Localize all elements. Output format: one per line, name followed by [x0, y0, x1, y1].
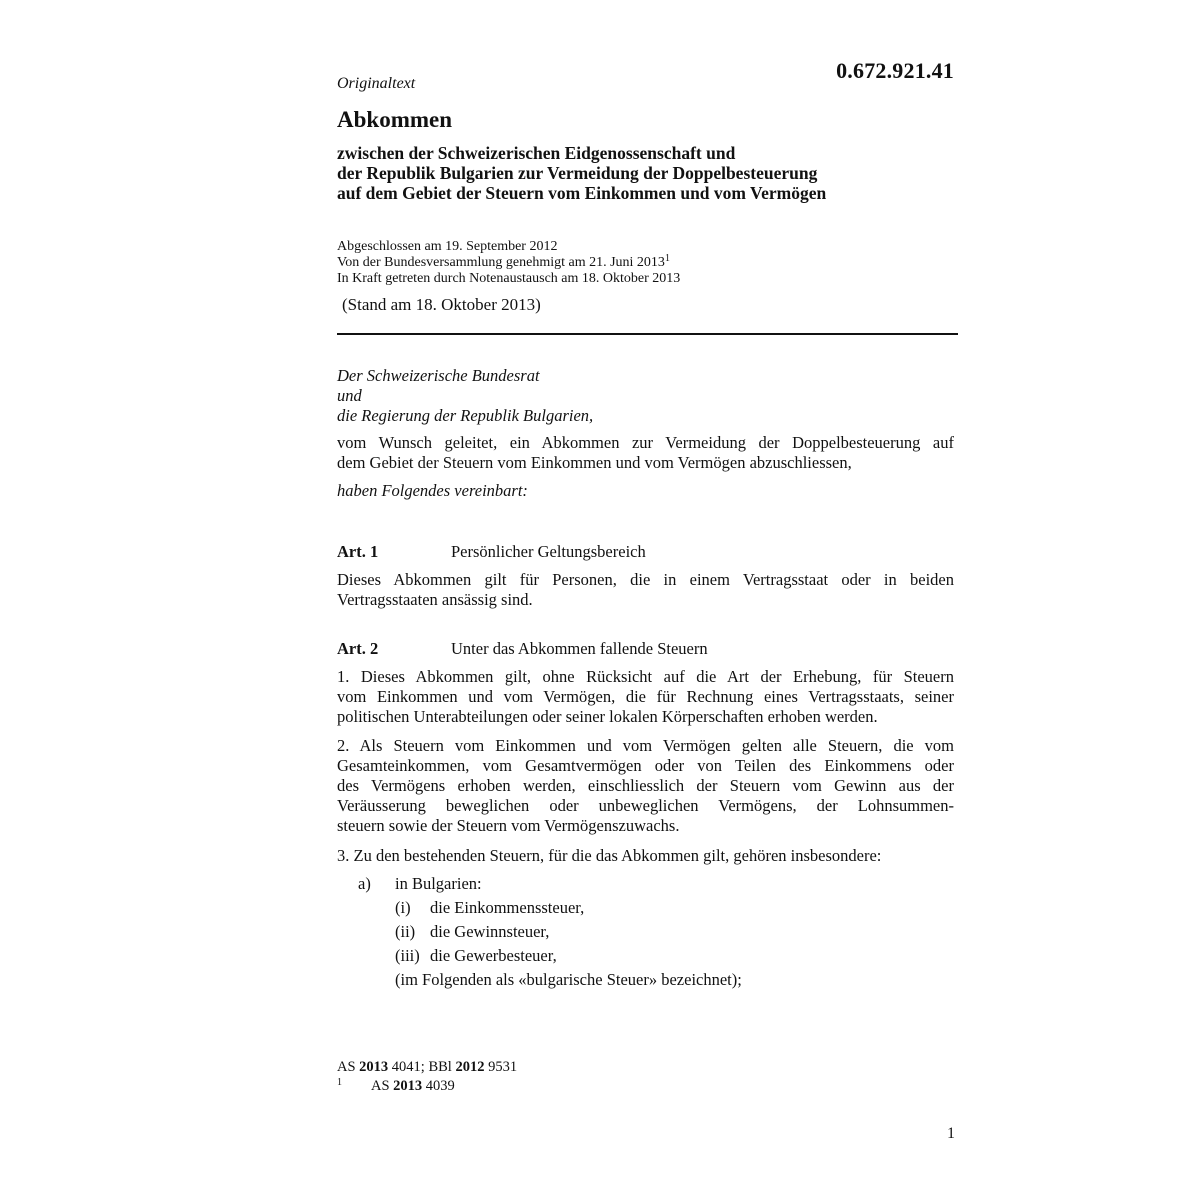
text-line: Veräusserung beweglichen oder unbeweglichen Vermögens, der Lohnsummen- [337, 796, 954, 815]
article-number: Art. 1 [337, 542, 379, 561]
source-text: 4041; BBl [388, 1059, 456, 1075]
text-line: Vertragsstaaten ansässig sind. [337, 590, 533, 609]
text-line: vom Einkommen und vom Vermögen, die für Rechnung eines Vertragsstaats, seiner [337, 687, 954, 706]
in-force-date: In Kraft getreten durch Notenaustausch am 18. Oktober 2013 [337, 271, 681, 286]
text-line: steuern sowie der Steuern vom Vermögenszuwachs. [337, 816, 680, 835]
text-line: 1. Dieses Abkommen gilt, ohne Rücksicht auf die Art der Erhebung, für Steuern [337, 667, 954, 686]
subitem-text: die Einkommenssteuer, [430, 898, 585, 917]
article-1-paragraph [337, 570, 954, 610]
article-title: Unter das Abkommen fallende Steuern [451, 639, 708, 658]
source-reference [337, 1058, 517, 1077]
article-2-paragraph-3 [337, 846, 954, 866]
subtitle-line: auf dem Gebiet der Steuern vom Einkommen und vom Vermögen [337, 183, 827, 203]
source-year: 2012 [455, 1059, 485, 1075]
party-line: Der Schweizerische Bundesrat [337, 366, 540, 385]
preamble-text [337, 433, 954, 473]
text-line: politischen Unterabteilungen oder seiner lokalen Körperschaften erhoben werden. [337, 707, 878, 726]
party-line: und [337, 386, 362, 405]
document-subtitle [337, 143, 826, 203]
sr-number: 0.672.921.41 [836, 58, 954, 83]
footnote-ref[interactable]: 1 [664, 253, 670, 264]
text-line: Gesamteinkommen, vom Gesamtvermögen oder von Teilen des Einkommens oder [337, 756, 954, 775]
approved-date [337, 255, 680, 271]
text-line: vom Wunsch geleitet, ein Abkommen zur Vermeidung der Doppelbesteuerung auf [337, 433, 954, 452]
source-year: 2013 [359, 1059, 389, 1075]
list-item-label: a) [358, 874, 371, 893]
article-number: Art. 2 [337, 639, 379, 658]
document-title: Abkommen [337, 107, 453, 132]
subitem-text: die Gewinnsteuer, [430, 922, 550, 941]
date-block [337, 239, 680, 287]
text-line: 3. Zu den bestehenden Steuern, für die das Abkommen gilt, gehören insbesondere: [337, 846, 882, 865]
parties [337, 366, 593, 426]
footnote-1: 1 AS 2013 4039 [337, 1077, 455, 1094]
subitem-label: (iii) [395, 946, 420, 965]
party-line: die Regierung der Republik Bulgarien, [337, 406, 594, 425]
source-text: 9531 [484, 1059, 518, 1075]
original-text-label: Originaltext [337, 75, 416, 92]
footnotes [337, 1058, 517, 1096]
subitem-text: die Gewerbesteuer, [430, 946, 557, 965]
designation-text: (im Folgenden als «bulgarische Steuer» bezeichnet); [395, 970, 742, 989]
subitem-label: (i) [395, 898, 411, 917]
article-2-paragraph-1 [337, 667, 954, 727]
text-line: 2. Als Steuern vom Einkommen und vom Vermögen gelten alle Steuern, die vom [337, 736, 954, 755]
subtitle-line: zwischen der Schweizerischen Eidgenossenschaft und [337, 143, 736, 163]
footnote-year: 2013 [393, 1078, 423, 1094]
subtitle-line: der Republik Bulgarien zur Vermeidung der Doppelbesteuerung [337, 163, 818, 183]
subitem-label: (ii) [395, 922, 416, 941]
footnote-text: 4039 [422, 1078, 455, 1094]
list-item-text: in Bulgarien: [395, 874, 482, 893]
page-number: 1 [947, 1125, 955, 1142]
source-text: AS [337, 1059, 360, 1075]
horizontal-rule [337, 333, 958, 335]
status-date: (Stand am 18. Oktober 2013) [342, 295, 541, 314]
footnote-text: AS [371, 1078, 394, 1094]
approved-date-text: Von der Bundesversammlung genehmigt am 21. Juni 2013 [337, 255, 665, 270]
text-line: Dieses Abkommen gilt für Personen, die in einem Vertragsstaat oder in beiden [337, 570, 954, 589]
text-line: dem Gebiet der Steuern vom Einkommen und vom Vermögen abzuschliessen, [337, 453, 852, 472]
concluded-date: Abgeschlossen am 19. September 2012 [337, 239, 558, 254]
article-title: Persönlicher Geltungsbereich [451, 542, 646, 561]
agreed-clause: haben Folgendes vereinbart: [337, 481, 528, 500]
article-2-paragraph-2 [337, 736, 954, 836]
text-line: des Vermögens erhoben werden, einschliesslich der Steuern vom Gewinn aus der [337, 776, 954, 795]
